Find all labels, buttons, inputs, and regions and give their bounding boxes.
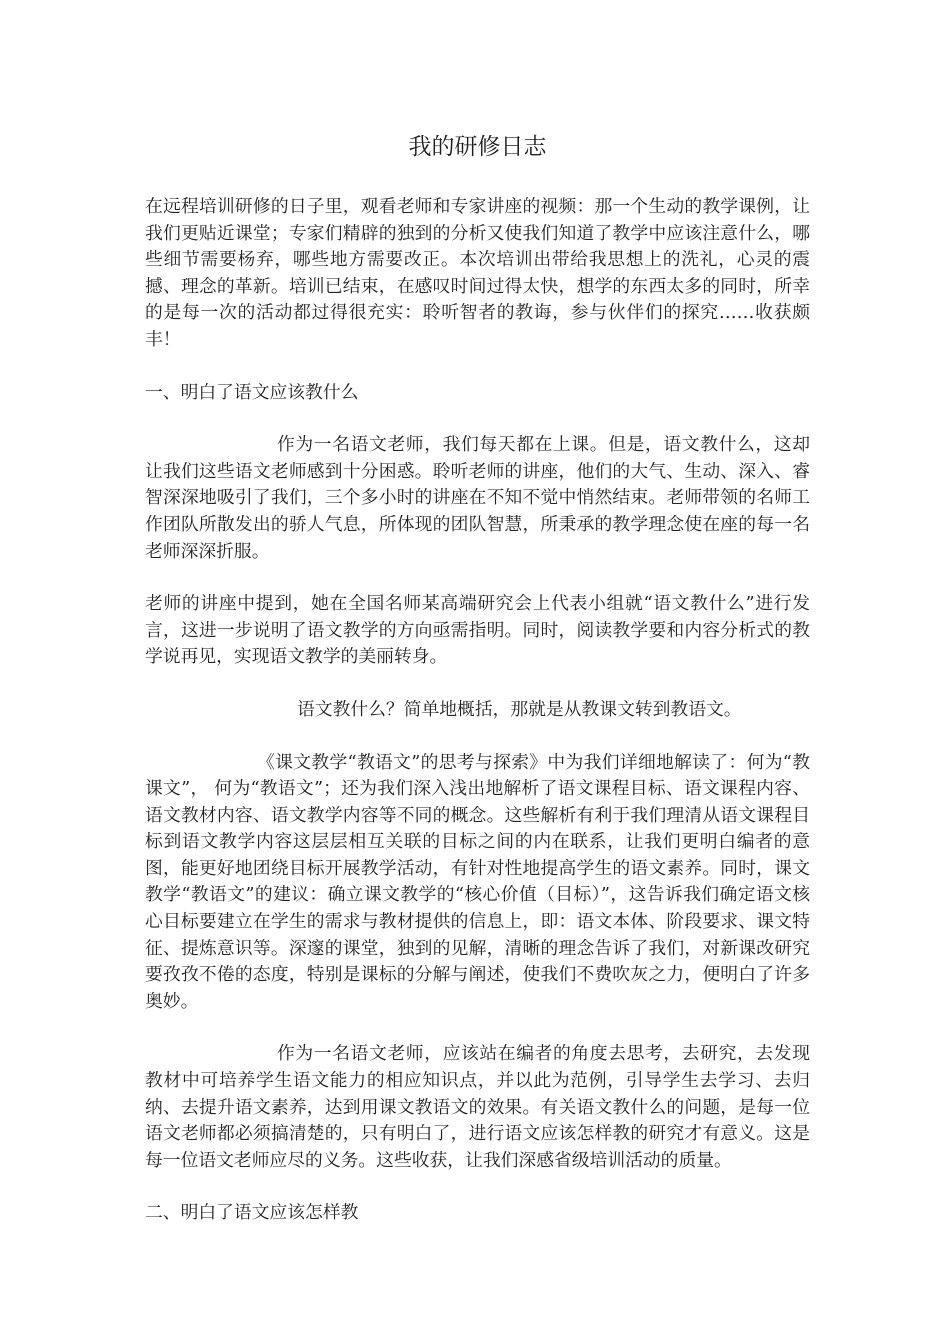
section-heading-2: 二、明白了语文应该怎样教 xyxy=(145,1202,359,1224)
body-paragraph-3: 语文教什么？简单地概括，那就是从教课文转到教语文。 xyxy=(297,698,742,720)
body-paragraph-4: 《课文教学“教语文”的思考与探索》中为我们详细地解读了：何为“教课文”， 何为“教语文”；还为我们深入浅出地解析了语文课程目标、语文课程内容、语文教材内容、语文教学内容等不同的概念。这些解析有利于我们理清从语文课程目标到语文教学内容这层层相互关联的目标之间的内在联系，让我们更明白编者的意图，能更好地团绕目标开展教学活动，有针对性地提高学生的语文素养。同时，课文教学“教语文”的建议：确立课文教学的“核心价值（目标）”，这告诉我们确定语文核心目标要建立在学生的需求与教材提供的信息上，即：语文本体、阶段要求、课文特征、提炼意识等。深邃的课堂，独到的见解，清晰的理念告诉了我们，对新课改研究要孜孜不倦的态度，特别是课标的分解与阐述，使我们不费吹灰之力，便明白了许多奥妙。 xyxy=(145,751,810,1012)
body-paragraph-2: 老师的讲座中提到，她在全国名师某高端研究会上代表小组就“语文教什么”进行发言，这进一步说明了语文教学的方向亟需指明。同时，阅读教学要和内容分析式的教学说再见，实现语文教学的美丽转身。 xyxy=(145,593,810,668)
body-paragraph-5: 作为一名语文老师，应该站在编者的角度去思考，去研究，去发现教材中可培养学生语文能力的相应知识点，并以此为范例，引导学生去学习、去归纳、去提升语文素养，达到用课文教语文的效果。有关语文教什么的问题，是每一位语文老师都必须搞清楚的，只有明白了，进行语文应该怎样教的研究才有意义。这是每一位语文老师应尽的义务。这些收获，让我们深感省级培训活动的质量。 xyxy=(145,1043,810,1171)
section-heading-1: 一、明白了语文应该教什么 xyxy=(145,381,359,403)
body-paragraph-1: 作为一名语文老师，我们每天都在上课。但是，语文教什么，这却让我们这些语文老师感到十分困惑。聆听老师的讲座，他们的大气、生动、深入、睿智深深地吸引了我们，三个多小时的讲座在不知不觉中悄然结束。老师带领的名师工作团队所散发出的骄人气息，所体现的团队智慧，所秉承的教学理念使在座的每一名老师深深折服。 xyxy=(145,434,810,562)
intro-paragraph: 在远程培训研修的日子里，观看老师和专家讲座的视频：那一个生动的教学课例，让我们更贴近课堂；专家们精辟的独到的分析又使我们知道了教学中应该注意什么，哪些细节需要杨弃，哪些地方需要改正。本次培训出带给我思想上的洗礼，心灵的震撼、理念的革新。培训已结束，在感叹时间过得太快，想学的东西太多的同时，所幸的是每一次的活动都过得很充实：聆听智者的教诲，参与伙伴们的探究……收获颇丰！ xyxy=(145,196,810,350)
document-page xyxy=(145,132,810,1253)
page-title: 我的研修日志 xyxy=(408,134,547,160)
